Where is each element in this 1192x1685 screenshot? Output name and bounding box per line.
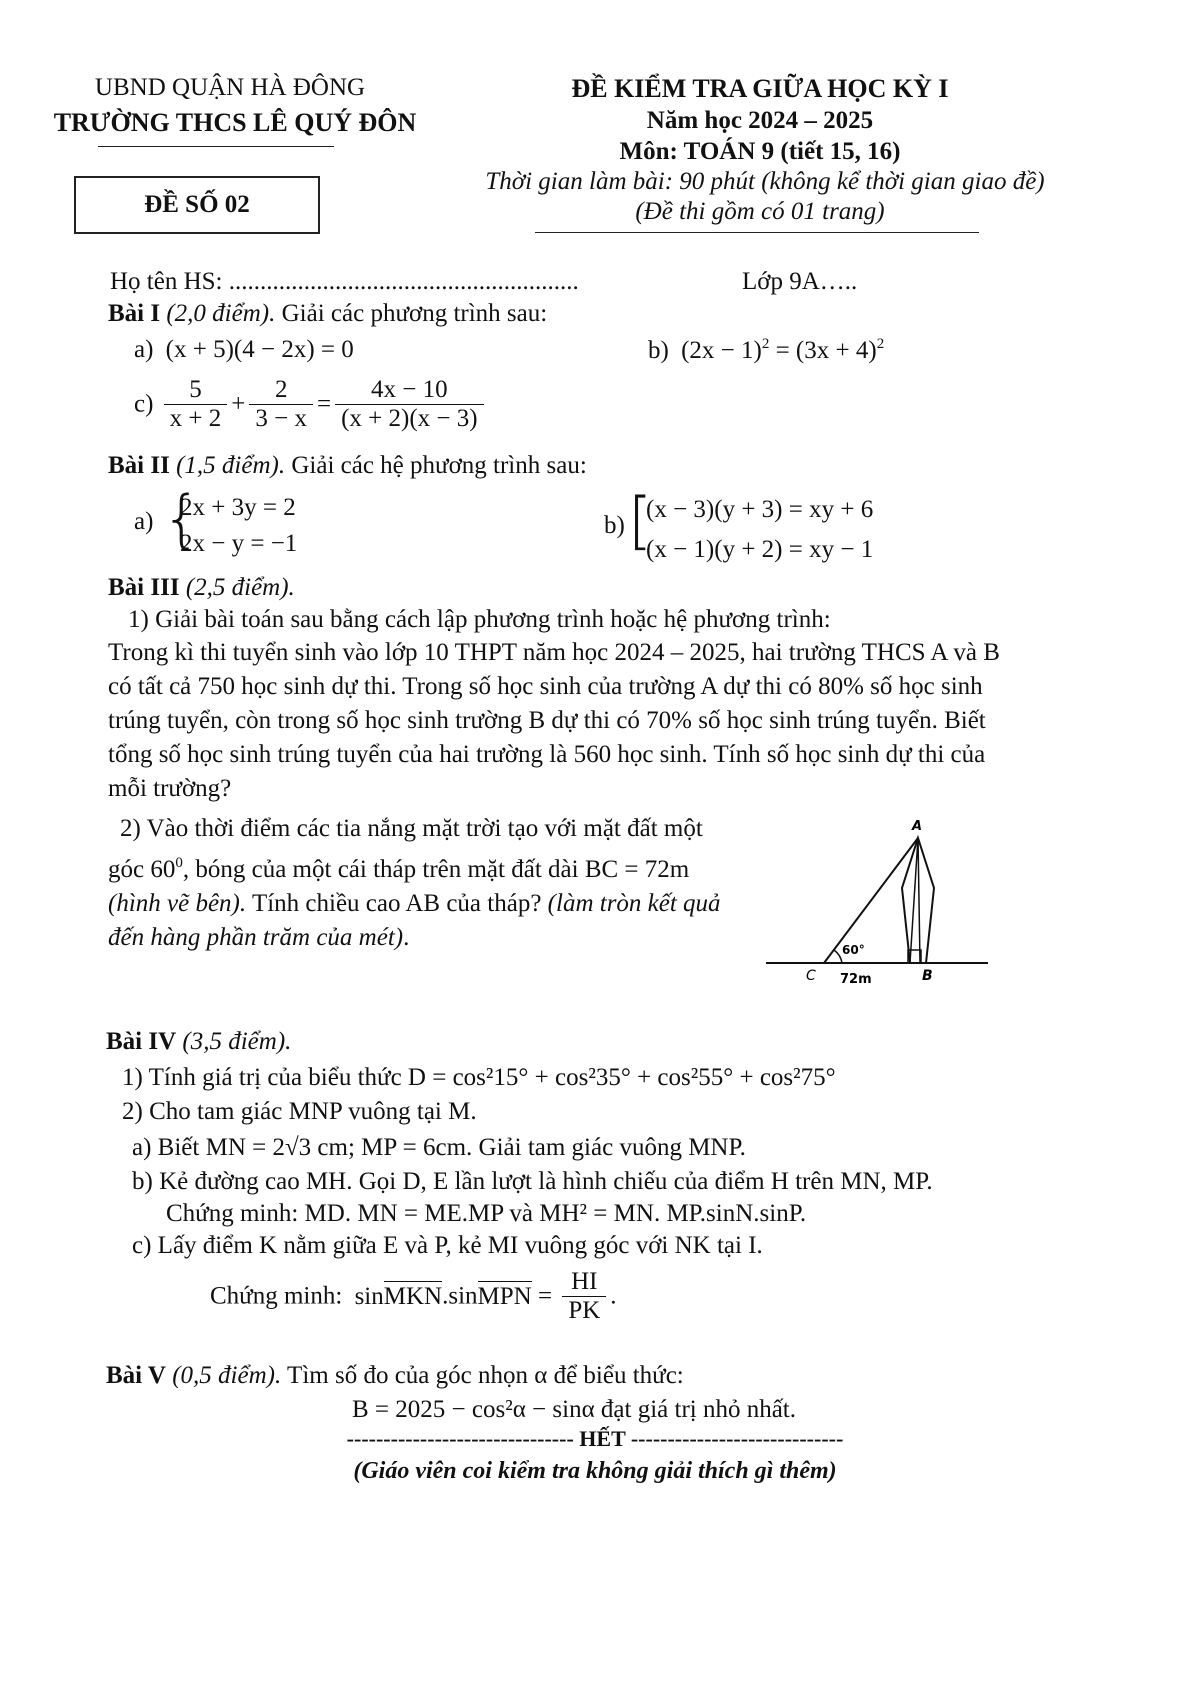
bai1-c-fraction-3 <box>335 376 484 433</box>
label-angle: 60° <box>842 943 865 957</box>
denominator: 3 − x <box>249 404 313 433</box>
denominator: PK <box>562 1296 606 1325</box>
bai1-a <box>134 336 354 364</box>
degree-sup: 0 <box>175 855 183 871</box>
numerator: 5 <box>189 376 202 403</box>
bai5-title: Bài V <box>106 1362 166 1389</box>
end-marker: ------------------------------- HẾT ----------------------------- <box>346 1426 844 1451</box>
bai1-b-left: (2x − 1) <box>681 337 762 364</box>
bai2-a-eq1: 2x + 3y = 2 <box>180 494 296 521</box>
qc-sin1: sin <box>354 1282 384 1310</box>
bai4-qb: b) Kẻ đường cao MH. Gọi D, E lần lượt là hình chiếu của điểm H trên MN, MP. <box>132 1168 933 1195</box>
exam-time: Thời gian làm bài: 90 phút (không kể thời gian giao đề) <box>485 168 1045 195</box>
denominator: (x + 2)(x − 3) <box>335 404 484 433</box>
angle-mpn: MPN <box>477 1282 532 1310</box>
bai2-b-eq2: (x − 1)(y + 2) = xy − 1 <box>646 536 874 563</box>
bracket-icon: [ <box>628 484 653 557</box>
bai4-qc: c) Lấy điểm K nằm giữa E và P, kẻ MI vuông góc với NK tại I. <box>132 1232 763 1259</box>
bai4-heading <box>106 1028 291 1056</box>
bai1-b-right: = (3x + 4) <box>769 337 877 364</box>
bai3-part2-e: (làm tròn kết quả đến hàng phần trăm của mét) <box>108 890 721 951</box>
bai3-part1-intro: 1) Giải bài toán sau bằng cách lập phương trình hoặc hệ phương trình: <box>128 606 831 633</box>
bai2-a-eq2: 2x − y = −1 <box>180 530 298 557</box>
qc-label: Chứng minh: <box>210 1282 343 1310</box>
school-name: TRƯỜNG THCS LÊ QUÝ ĐÔN <box>53 108 417 137</box>
class-label: Lớp 9A….. <box>742 268 858 295</box>
exam-code-box <box>74 176 320 234</box>
bai3-part1-text: Trong kì thi tuyển sinh vào lớp 10 THPT năm học 2024 – 2025, hai trường THCS A và B có tất cả 750 học sinh dự thi. Trong số học sinh của trường A dự thi có 80% số học sinh trúng tuyển, còn trong số học sinh trường B dự thi có 70% số học sinh trúng tuyển. Biết tổng số học sinh trúng tuyển của hai trường là 560 học sinh. Tính số học sinh dự thi của mỗi trường? <box>108 639 1000 802</box>
bai2-title: Bài II <box>108 452 170 479</box>
student-name-label: Họ tên HS: ........................................................ <box>110 268 579 295</box>
bai1-b-exp1: 2 <box>761 336 770 352</box>
exam-code: ĐỀ SỐ 02 <box>144 191 250 218</box>
header-underline <box>535 232 979 233</box>
angle-mkn: MKN <box>383 1282 443 1310</box>
bai5-expression: B = 2025 − cos²α − sinα đạt giá trị nhỏ nhất. <box>352 1396 797 1423</box>
label-c: C <box>806 968 816 984</box>
bai2-task: Giải các hệ phương trình sau: <box>291 452 587 479</box>
bai1-c-label: c) <box>134 390 154 418</box>
equals-sign: = <box>317 390 332 418</box>
school-year: Năm học 2024 – 2025 <box>646 107 874 134</box>
plus-sign: + <box>231 390 246 418</box>
numerator: 4x − 10 <box>371 376 448 403</box>
bai2-points: (1,5 điểm). <box>176 452 286 479</box>
bai1-b-exp2: 2 <box>876 336 885 352</box>
bai4-q2: 2) Cho tam giác MNP vuông tại M. <box>122 1098 477 1125</box>
qc-eq: = <box>531 1282 559 1310</box>
bai1-c-fraction-1 <box>164 376 228 433</box>
bai4-qc-proof <box>210 1268 617 1325</box>
bai2-a-label: a) <box>134 508 154 535</box>
bai3-points: (2,5 điểm). <box>185 574 295 601</box>
bai1-a-label: a) <box>134 336 154 363</box>
bai2-b-eq1: (x − 3)(y + 3) = xy + 6 <box>646 496 874 523</box>
bai2-heading <box>108 452 587 480</box>
exam-title: ĐỀ KIỂM TRA GIỮA HỌC KỲ I <box>571 74 949 103</box>
proctor-note: (Giáo viên coi kiểm tra không giải thích gì thêm) <box>353 1458 837 1484</box>
numerator: HI <box>571 1268 598 1295</box>
bai1-c-fraction-2 <box>249 376 313 433</box>
subject: Môn: TOÁN 9 (tiết 15, 16) <box>619 138 901 165</box>
qc-end: . <box>610 1282 617 1310</box>
bai1-c <box>134 376 488 433</box>
school-underline <box>98 146 334 147</box>
bai3-title: Bài III <box>108 574 180 601</box>
bai5-heading <box>106 1362 684 1390</box>
bai1-task: Giải các phương trình sau: <box>281 300 548 327</box>
bai4-title: Bài IV <box>106 1028 177 1055</box>
bai2-a-system <box>180 490 297 562</box>
tower-figure <box>760 808 1000 998</box>
bai3-part2-b: , bóng của một cái tháp trên mặt đất dài BC = 72m <box>182 856 690 883</box>
bai1-heading <box>108 300 547 328</box>
qc-sin2: .sin <box>442 1282 478 1310</box>
page-count: (Đề thi gồm có 01 trang) <box>635 198 885 225</box>
bai3-part2-d: Tính chiều cao AB của tháp? <box>246 890 548 917</box>
bai3-heading <box>108 574 295 602</box>
numerator: 2 <box>274 376 288 403</box>
label-b: B <box>922 968 933 984</box>
bai1-b-label: b) <box>648 337 669 364</box>
bai4-q1: 1) Tính giá trị của biểu thức D = cos²15° + cos²35° + cos²55° + cos²75° <box>122 1064 836 1091</box>
qc-fraction <box>562 1268 606 1325</box>
bai4-qa: a) Biết MN = 2√3 cm; MP = 6cm. Giải tam giác vuông MNP. <box>132 1134 746 1161</box>
bai2-b-label: b) <box>604 512 625 539</box>
bai2-b-system <box>646 490 873 570</box>
denominator: x + 2 <box>164 404 228 433</box>
bai3-part2-text <box>108 812 728 955</box>
bai1-b <box>648 336 884 365</box>
bai3-part2-c: (hình vẽ bên). <box>108 890 247 917</box>
bai5-points: (0,5 điểm). <box>172 1362 282 1389</box>
label-a: A <box>912 819 923 834</box>
bai1-points: (2,0 điểm). <box>166 300 276 327</box>
student-name-field <box>110 268 579 296</box>
district-name: UBND QUẬN HÀ ĐÔNG <box>94 74 366 101</box>
label-length: 72m <box>840 972 872 987</box>
bai3-part2-f: . <box>403 924 410 951</box>
bai4-points: (3,5 điểm). <box>182 1028 292 1055</box>
brace-icon: { <box>162 482 202 555</box>
bai1-title: Bài I <box>108 300 161 327</box>
bai1-a-equation: (x + 5)(4 − 2x) = 0 <box>165 336 354 363</box>
bai5-task: Tìm số đo của góc nhọn α để biểu thức: <box>287 1362 684 1389</box>
bai4-qb2: Chứng minh: MD. MN = ME.MP và MH² = MN. MP.sinN.sinP. <box>166 1200 807 1227</box>
bai3-part2-a: 2) Vào thời điểm các tia nắng mặt trời tạo với mặt đất một góc 60 <box>108 815 703 883</box>
